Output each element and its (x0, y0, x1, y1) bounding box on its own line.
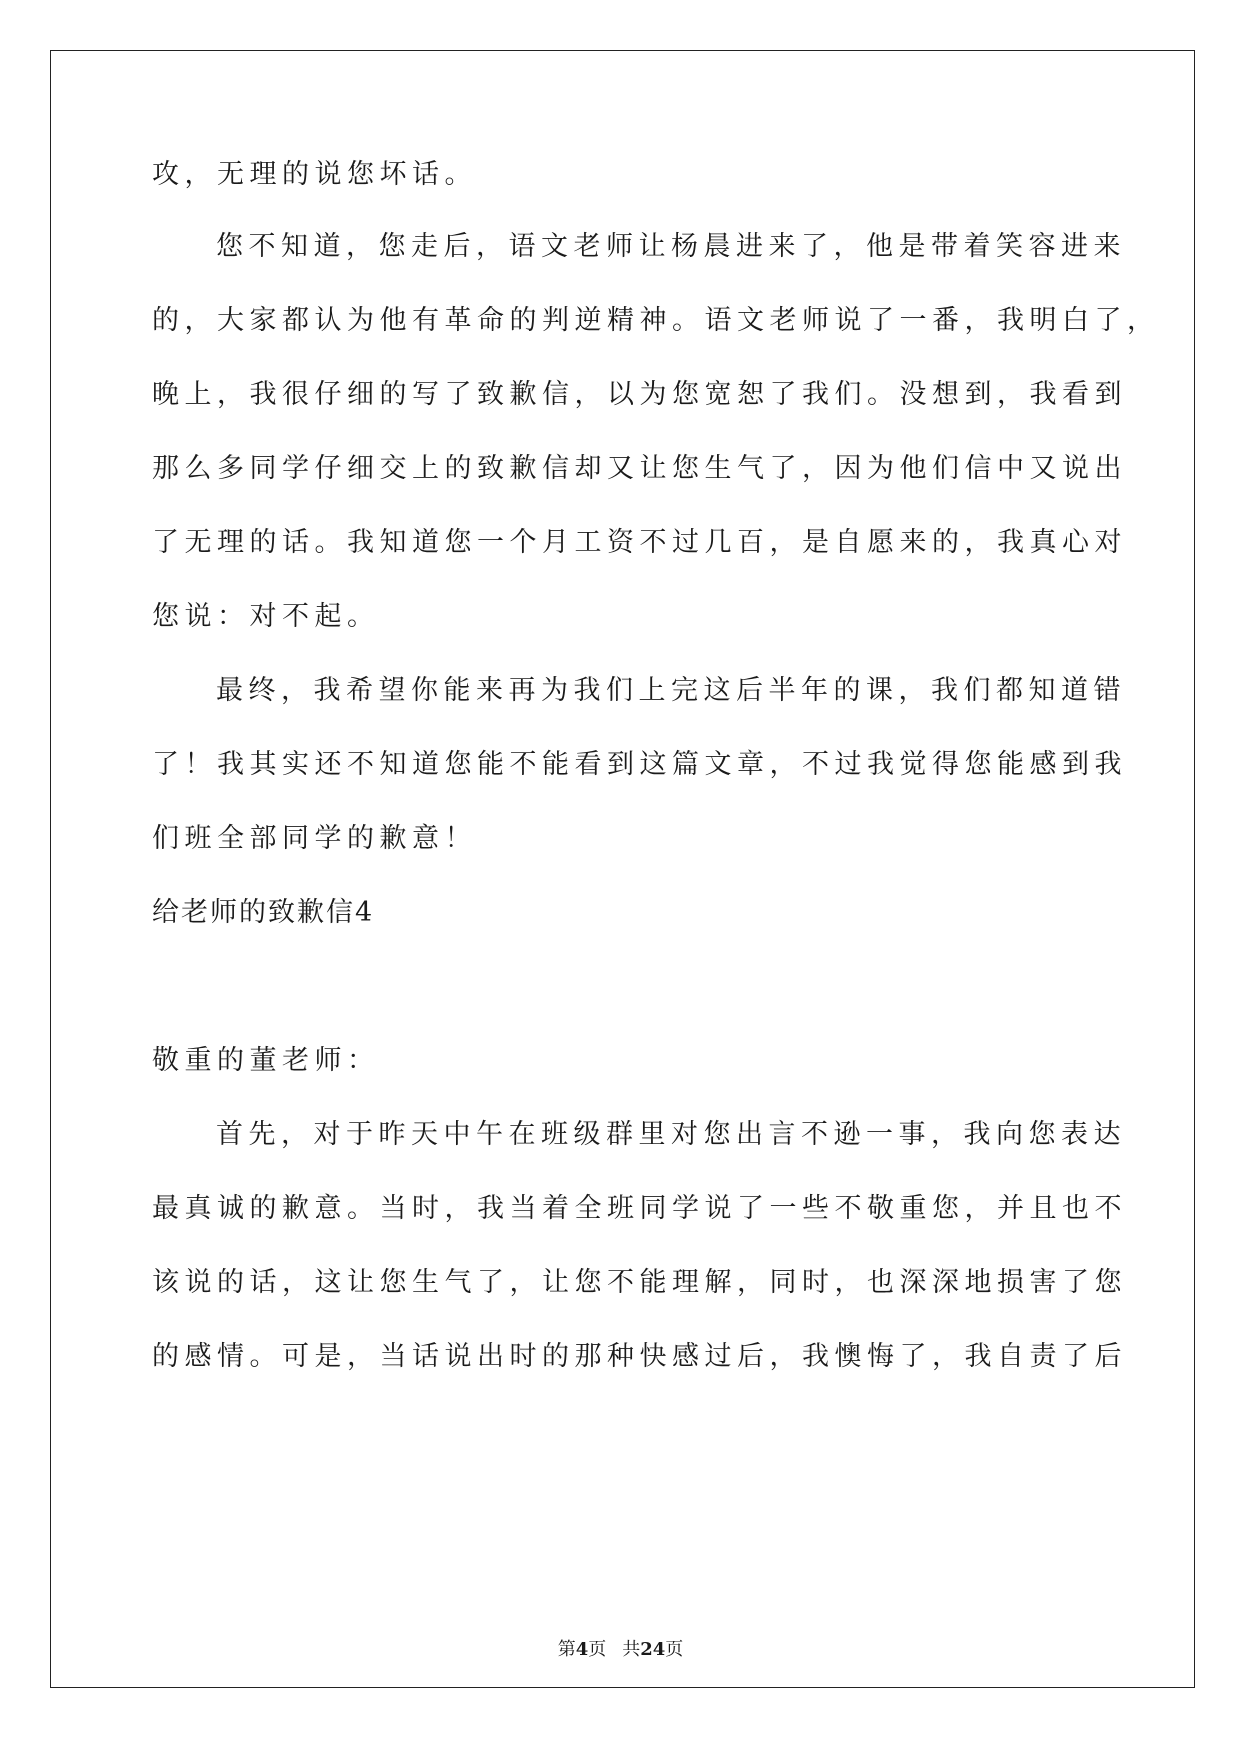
page-current: 4 (575, 1639, 589, 1660)
text-line: 您说：对不起。 (152, 601, 380, 632)
text-line: 那么多同学仔细交上的致歉信却又让您生气了，因为他们信中又说出 (152, 453, 1127, 484)
text-line: 了！我其实还不知道您能不能看到这篇文章，不过我觉得您能感到我 (152, 749, 1127, 780)
text-line: 了无理的话。我知道您一个月工资不过几百，是自愿来的，我真心对 (152, 527, 1127, 558)
total-suffix: 页 (665, 1639, 684, 1660)
paragraph-start: 您不知道，您走后，语文老师让杨晨进来了，他是带着笑容进来 (216, 231, 1126, 262)
text-line: 该说的话，这让您生气了，让您不能理解，同时，也深深地损害了您 (152, 1267, 1127, 1298)
page-footer (0, 1638, 1241, 1662)
paragraph-start: 首先，对于昨天中午在班级群里对您出言不逊一事，我向您表达 (216, 1119, 1126, 1150)
page-total: 24 (640, 1639, 666, 1660)
text-line: 的，大家都认为他有革命的判逆精神。语文老师说了一番，我明白了， (152, 305, 1160, 336)
page-border (50, 50, 1195, 1688)
page-prefix: 第 (557, 1639, 576, 1660)
page-suffix: 页 (588, 1639, 607, 1660)
salutation: 敬重的董老师： (152, 1045, 380, 1076)
text-line: 最真诚的歉意。当时，我当着全班同学说了一些不敬重您，并且也不 (152, 1193, 1127, 1224)
paragraph-start: 最终，我希望你能来再为我们上完这后半年的课，我们都知道错 (216, 675, 1126, 706)
text-line: 晚上，我很仔细的写了致歉信，以为您宽恕了我们。没想到，我看到 (152, 379, 1127, 410)
text-line: 攻，无理的说您坏话。 (152, 159, 477, 190)
total-prefix: 共 (622, 1639, 641, 1660)
text-line: 们班全部同学的歉意！ (152, 823, 477, 854)
text-line: 的感情。可是，当话说出时的那种快感过后，我懊悔了，我自责了后 (152, 1341, 1127, 1372)
section-heading: 给老师的致歉信4 (152, 897, 375, 928)
